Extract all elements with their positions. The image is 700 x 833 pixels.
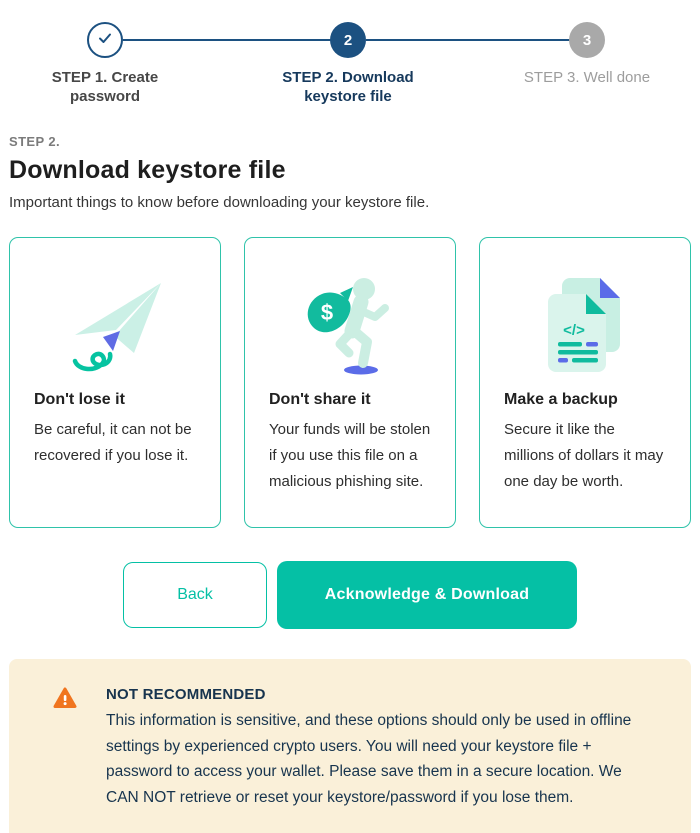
warning-body: This information is sensitive, and these options should only be used in offline settings by experienced crypto users. You will need your keystore file + password to access your wallet. Please save them in a secure location. We CAN NOT retrieve or reset your keystore/password if you lose them.	[106, 712, 632, 806]
step-eyebrow: STEP 2.	[9, 134, 60, 149]
step-2-label: STEP 2. Download keystore file	[282, 69, 414, 105]
page-subtitle: Important things to know before downloading your keystore file.	[9, 194, 430, 211]
card-dont-share-it	[244, 237, 456, 528]
step-2-number: 2	[343, 31, 353, 49]
warning-content	[106, 686, 655, 810]
card-body: Secure it like the millions of dollars it may one day be worth.	[504, 421, 664, 490]
card-make-a-backup	[479, 237, 691, 528]
step-3-indicator	[569, 22, 605, 58]
card-title: Don't lose it	[34, 391, 125, 408]
card-title: Don't share it	[269, 391, 371, 408]
money-runner-icon	[269, 270, 431, 380]
wizard-stepper	[0, 0, 700, 112]
stepper-connector	[366, 39, 570, 41]
documents-backup-icon	[504, 270, 666, 380]
svg-text:$: $	[320, 300, 334, 325]
warning-title: NOT RECOMMENDED	[106, 686, 266, 703]
step-1-indicator	[87, 22, 123, 58]
info-cards	[9, 237, 691, 528]
step-1-label: STEP 1. Create password	[51, 69, 159, 105]
step-2-indicator	[330, 22, 366, 58]
card-title: Make a backup	[504, 391, 618, 408]
step-3-label: STEP 3. Well done	[523, 69, 651, 86]
card-body: Be careful, it can not be recovered if you lose it.	[34, 421, 192, 464]
card-dont-lose-it	[9, 237, 221, 528]
action-buttons	[9, 561, 691, 629]
warning-triangle-icon	[53, 687, 77, 810]
not-recommended-warning	[9, 659, 691, 833]
svg-text:</>: </>	[563, 322, 585, 339]
paper-plane-icon	[34, 270, 196, 380]
step-3-number: 3	[582, 31, 592, 49]
stepper-connector	[123, 39, 331, 41]
card-body: Your funds will be stolen if you use this file on a malicious phishing site.	[269, 421, 431, 490]
check-icon	[95, 28, 115, 53]
back-button[interactable]: Back	[123, 562, 267, 628]
page-title: Download keystore file	[9, 156, 286, 184]
acknowledge-download-button[interactable]: Acknowledge & Download	[277, 561, 577, 629]
